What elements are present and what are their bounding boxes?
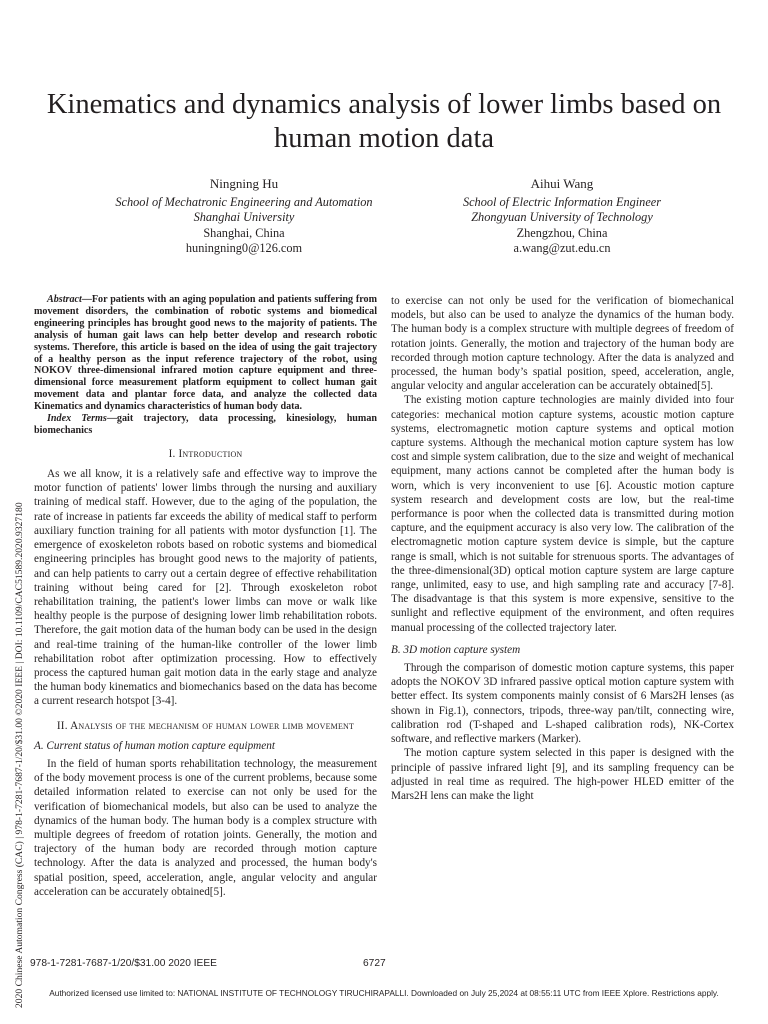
author-institution: Zhongyuan University of Technology	[471, 210, 653, 224]
author-email: a.wang@zut.edu.cn	[513, 241, 611, 255]
section-heading: II. Analysis of the mechanism of human lower limb movement	[56, 719, 355, 732]
subsection-heading: A. Current status of human motion capture equipment	[34, 739, 275, 752]
abstract	[34, 294, 377, 413]
author-institution: Shanghai University	[193, 210, 295, 224]
license-notice: Authorized licensed use limited to: NATIONAL INSTITUTE OF TECHNOLOGY TIRUCHIRAPALLI. Downloaded on July 25,2024 at 08:55:11 UTC from IEEE Xplore. Restrictions apply.	[49, 988, 719, 998]
abstract-label: Abstract	[47, 294, 82, 305]
subsection-heading: B. 3D motion capture system	[391, 643, 521, 656]
right-column	[391, 294, 734, 803]
paper-title: Kinematics and dynamics analysis of lower limbs based on human motion data	[46, 89, 722, 154]
index-terms	[34, 413, 377, 437]
author-block-1	[94, 176, 394, 257]
section-heading: I. Introduction	[168, 447, 243, 460]
page-number: 6727	[363, 958, 386, 969]
paragraph: The motion capture system selected in this paper is designed with the principle of passive infrared light [9], and its sampling frequency can be adjusted in real time as required. The high-power HLED emitter of the Mars2H lens can make the light	[391, 747, 734, 802]
author-name: Aihui Wang	[530, 176, 594, 191]
author-affiliation: School of Electric Information Engineer	[462, 194, 662, 209]
index-terms-text: —gait trajectory, data processing, kinesiology, human biomechanics	[34, 413, 377, 436]
paragraph: The existing motion capture technologies are mainly divided into four categories: mechanical motion capture systems, acoustic motion capture systems, electromagnetic motion capture systems and optical motion capture systems. Although the mechanical motion capture system has low cost and simple system calibration, due to the size and weight of mechanical equipment, many actions cannot be completed after the human body is worn, which is very inconvenient to use [6]. Acoustic motion capture system research and development costs are low, but the real-time performance is poor when the collected data is transmitted during motion capture, and the equipment accuracy is also very low. The calibration of the electromagnetic motion capture system device is simple, but the capture range is small, which is not suitable for strenuous sports. The advantages of the three-dimensional(3D) optical motion capture system are large capture range, unlimited, easy to use, and high sampling rate and accuracy [7-8]. The disadvantage is that this system is more expensive, sensitive to the sunlight and reflective equipment of the environment, and often requires manual processing of the collected trajectory later.	[391, 394, 734, 634]
paragraph-continued: to exercise can not only be used for the verification of biomechanical models, but also can be used to analyze the dynamics of the human body. The human body is a complex structure with multiple degrees of freedom of rotation joints. Generally, the motion and trajectory of the human body are recorded through motion capture technology. After the data is analyzed and processed, the human body’s spatial position, speed, acceleration, angle, angular velocity and angular acceleration can be accurately obtained[5].	[391, 295, 734, 393]
author-name: Ningning Hu	[209, 176, 279, 191]
abstract-text: —For patients with an aging population and patients suffering from movement disorders, the combination of robotic systems and biomedical engineering principles has brought good news to the majority of patients. The analysis of human gait laws can help better develop and research robotic systems. Therefore, this article is based on the idea of using the gait trajectory of a healthy person as the input reference trajectory of the robot, using NOKOV three-dimensional infrared motion capture equipment and three-dimensional force measurement platform equipment to collect human gait movement data and plantar force data, and analyze the collected data Kinematics and dynamics characteristics of human body data.	[34, 294, 377, 413]
author-email: huningning0@126.com	[185, 241, 303, 255]
footer-isbn: 978-1-7281-7687-1/20/$31.00 2020 IEEE	[30, 958, 217, 969]
index-terms-label: Index Terms	[47, 413, 107, 425]
conference-side-note: 2020 Chinese Automation Congress (CAC) | 978-1-7281-7687-1/20/$31.00 ©2020 IEEE | DOI: 10.1109/CAC51589.2020.9327180	[14, 502, 25, 1008]
paragraph: As we all know, it is a relatively safe and effective way to improve the motor function of patients' lower limbs through the nursing and auxiliary training of medical staff. However, due to the aging of the population, the rate of increase in patients far exceeds the ability of medical staff to perform auxiliary function training for all patients with motor dysfunction [1]. The emergence of exoskeleton robots based on robotic systems and biomedical engineering principles has brought good news to the majority of patients, and can help patients to carry out a certain degree of effective rehabilitation training without being cared for [2]. Through exoskeleton robot rehabilitation training, the patient's lower limbs can move or walk like healthy people is the purpose of designing lower limb rehabilitation robots. Therefore, the gait motion data of the human body can be used in the design and real-time training of the human-like controller of the lower limb rehabilitation robot after optimization processing. How to effectively process the captured human gait motion data in the early stage and analyze the human body kinematics and biomechanics based on the data has become a current research hotspot [3-4].	[34, 468, 377, 708]
left-column	[34, 294, 377, 898]
author-place: Shanghai, China	[203, 225, 285, 240]
author-block-2	[412, 176, 712, 257]
author-affiliation: School of Mechatronic Engineering and Automation	[115, 194, 373, 209]
author-place: Zhengzhou, China	[516, 225, 608, 240]
paragraph: Through the comparison of domestic motion capture systems, this paper adopts the NOKOV 3D infrared passive optical motion capture system with better effect. Its system components mainly consist of 6 Mars2H lenses (as shown in Fig.1), connectors, tripods, three-way pan/tilt, connecting wire, calibration rod (T-shaped and L-shaped calibration rods), NK-Cortex software, and reflective markers (Marker).	[391, 662, 734, 746]
paragraph: In the field of human sports rehabilitation technology, the measurement of the body movement process is one of the current problems, because some detailed information related to exercise can not only be used for the verification of biomechanical models, but also can be used to analyze the dynamics of the human body. The human body is a complex structure with multiple degrees of freedom of rotation joints. Generally, the motion and trajectory of the human body are recorded through motion capture technology. After the data is analyzed and processed, the human body's spatial position, speed, acceleration, angle, angular velocity and angular acceleration can be accurately obtained[5].	[34, 757, 377, 898]
